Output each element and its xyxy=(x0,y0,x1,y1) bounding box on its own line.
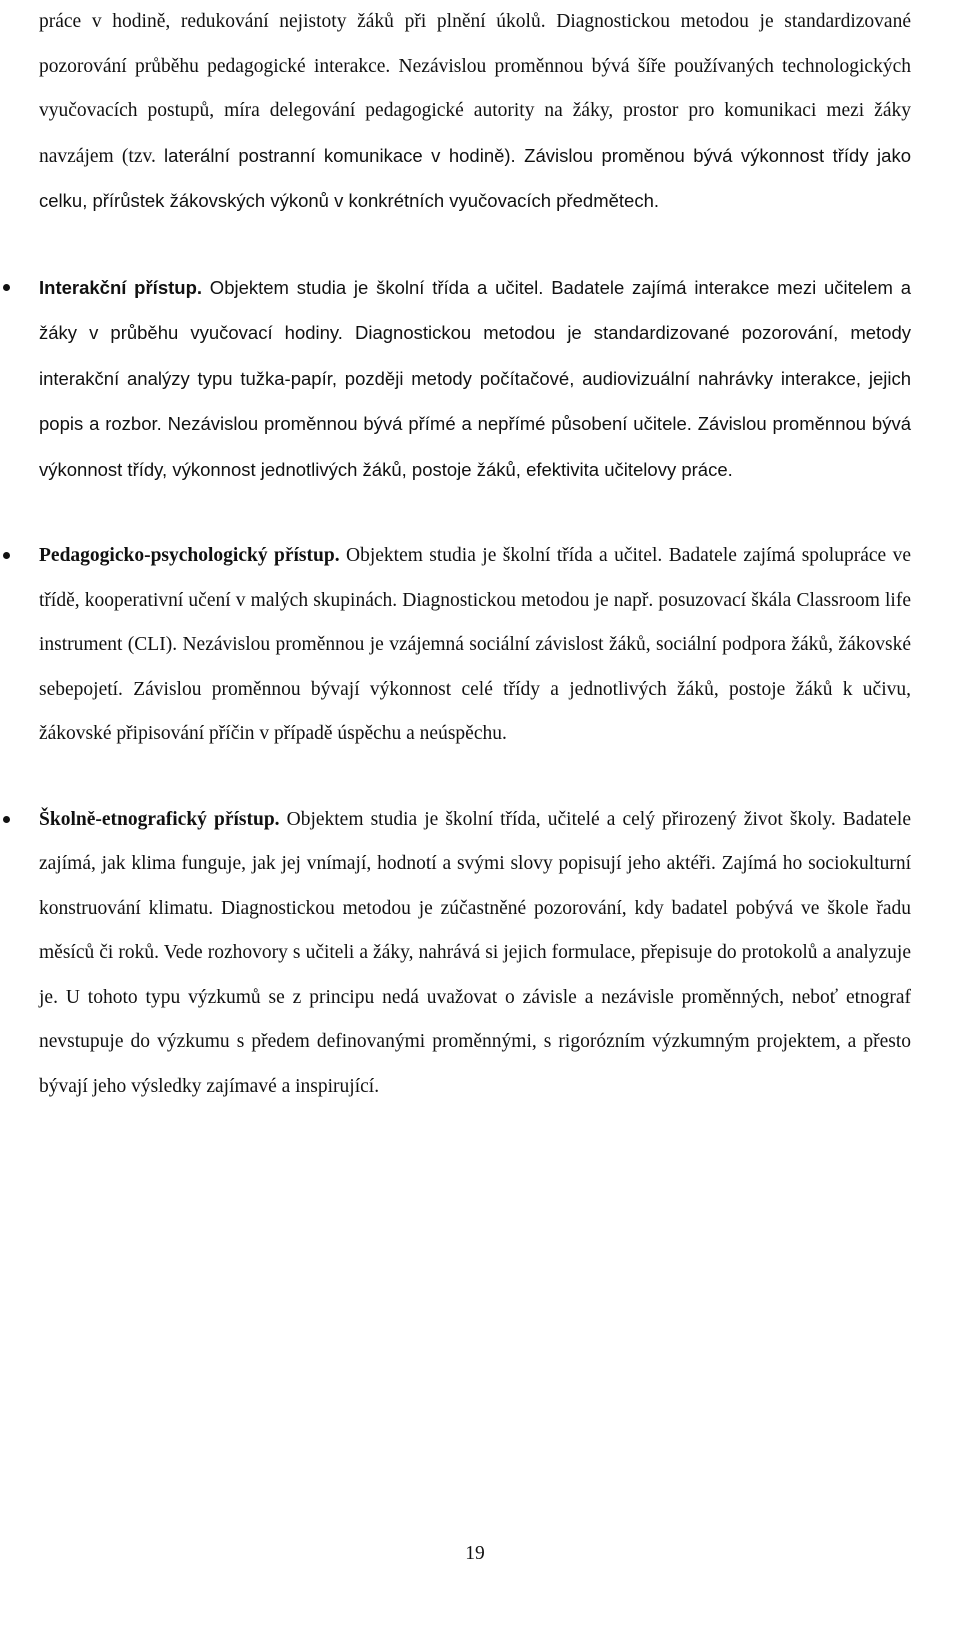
bullet-item-interakcni xyxy=(39,266,911,494)
document-page xyxy=(39,0,911,1649)
skolne-paragraph xyxy=(39,798,911,1110)
page-number: 19 xyxy=(465,1543,485,1564)
interakcni-heading: Interakční přístup. xyxy=(39,276,203,298)
bullet-item-skolne xyxy=(39,798,911,1110)
pedagogicko-paragraph xyxy=(39,534,911,757)
intro-text: práce v hodině, redukování nejistoty žáků při plnění úkolů. Diagnostickou metodou je standardizované pozorování průběhu pedagogické interakce. Nezávislou proměnnou bývá šíře používaných technologických vyučovacích postupů, míra delegování pedagogické autority na žáky, prostor pro komunikaci mezi žáky navzájem (tzv. xyxy=(39,11,911,167)
interakcni-body: Objektem studia je školní třída a učitel. Badatele zajímá interakce mezi učitelem a žáky v průběhu vyučovací hodiny. Diagnostickou metodou je standardizované pozorování, metody interakční analýzy typu tužka-papír, později metody počítačové, audiovizuální nahrávky interakce, jejich popis a rozbor. Nezávislou proměnnou bývá přímé a nepřímé působení učitele. Závislou proměnnou bývá výkonnost třídy, výkonnost jednotlivých žáků, postoje žáků, efektivita učitelovy práce. xyxy=(39,276,911,480)
intro-text-sans: laterální postranní komunikace v hodině). Závislou proměnou bývá výkonnost třídy jako celku, přírůstek žákovských výkonů v konkrétních vyučovacích předmětech. xyxy=(39,144,911,211)
skolne-heading: Školně-etnografický přístup. xyxy=(39,808,280,830)
bullet-dot-icon xyxy=(3,816,10,823)
pedagogicko-body: Objektem studia je školní třída a učitel. Badatele zajímá spolupráce ve třídě, kooperativní učení v malých skupinách. Diagnostickou metodou je např. posuzovací škála Classroom life instrument (CLI). Nezávislou proměnnou je vzájemná sociální závislost žáků, sociální podpora žáků, žákovské sebepojetí. Závislou proměnnou bývají výkonnost celé třídy a jednotlivých žáků, postoje žáků k učivu, žákovské připisování příčin v případě úspěchu a neúspěchu. xyxy=(39,545,911,744)
skolne-body: Objektem studia je školní třída, učitelé a celý přirozený život školy. Badatele zajímá, jak klima funguje, jak jej vnímají, hodnotí a svými slovy popisují jeho aktéři. Zajímá ho sociokulturní konstruování klimatu. Diagnostickou metodou je zúčastněné pozorování, kdy badatel pobývá ve škole řadu měsíců či roků. Vede rozhovory s učiteli a žáky, nahrává si jejich formulace, přepisuje do protokolů a analyzuje je. U tohoto typu výzkumů se z principu nedá uvažovat o závisle a nezávisle proměnných, neboť etnograf nevstupuje do výzkumu s předem definovanými proměnnými, s rigorózním výzkumným projektem, a přesto bývají jeho výsledky zajímavé a inspirující. xyxy=(39,808,911,1097)
pedagogicko-heading: Pedagogicko-psychologický přístup. xyxy=(39,545,340,566)
bullet-item-pedagogicko xyxy=(39,534,911,757)
bullet-dot-icon xyxy=(3,284,10,291)
bullet-dot-icon xyxy=(3,552,10,559)
intro-paragraph xyxy=(39,0,911,225)
interakcni-paragraph xyxy=(39,266,911,494)
